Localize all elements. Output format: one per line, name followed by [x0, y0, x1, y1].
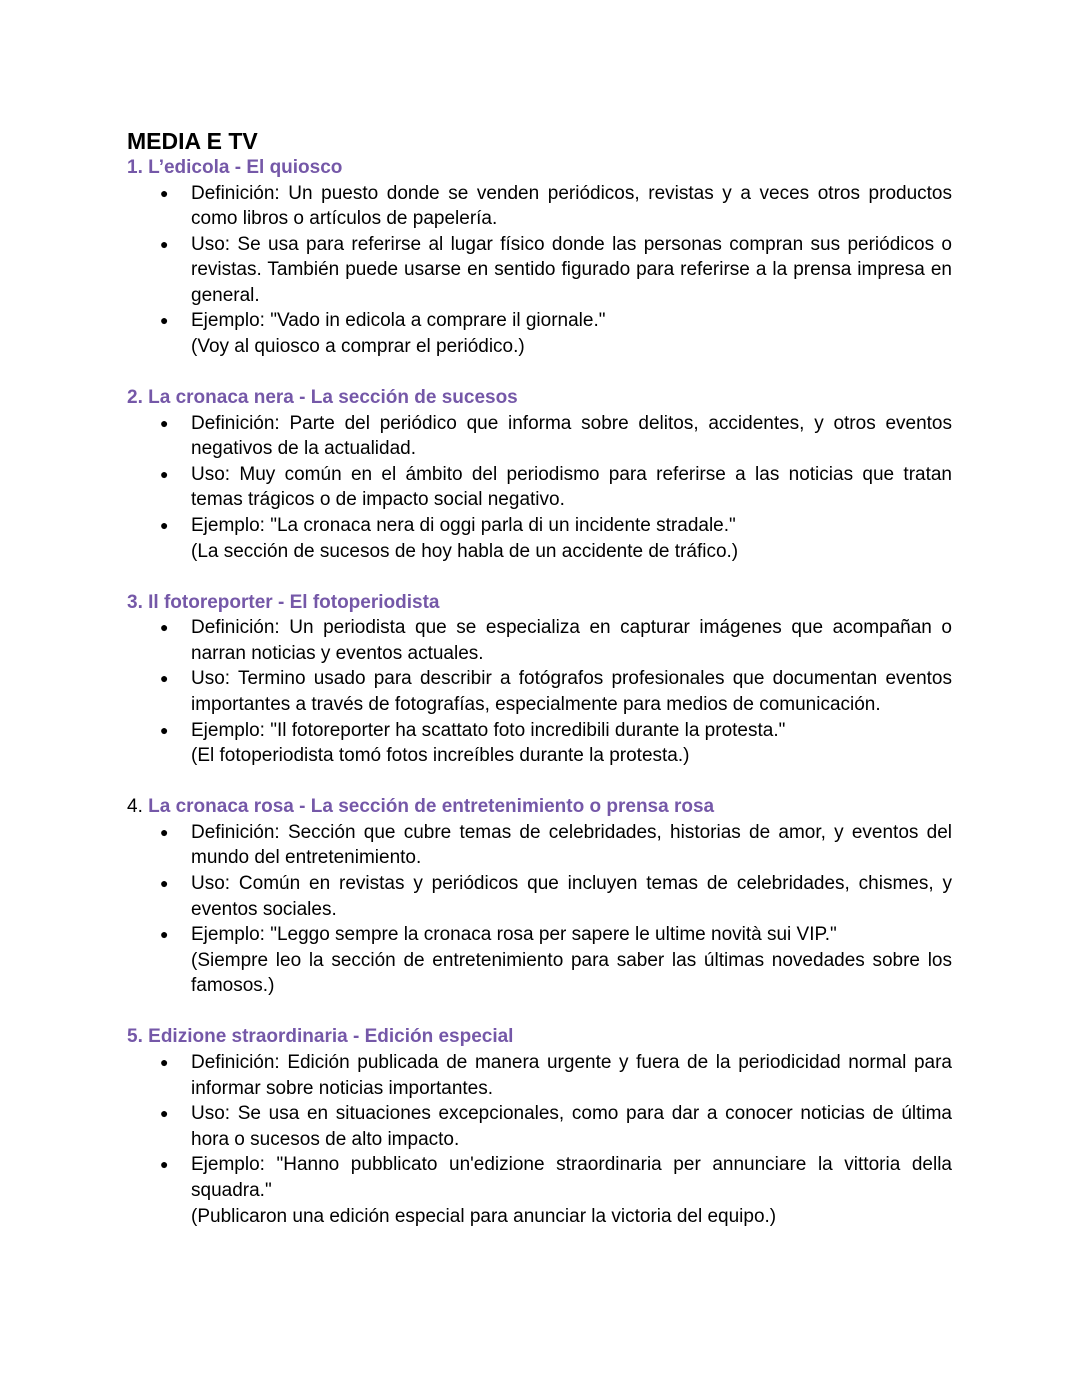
bullet-list	[127, 615, 952, 769]
example-text: Ejemplo: "Hanno pubblicato un'edizione straordinaria per annunciare la vittoria della squadra."	[191, 1154, 952, 1201]
section-title: Edizione straordinaria - Edición especial	[148, 1026, 514, 1048]
bullet-icon: ●	[160, 823, 169, 840]
example-item	[127, 513, 952, 564]
usage-text: Uso: Se usa para referirse al lugar físico donde las personas compran sus periódicos o revistas. También puede usarse en sentido figurado para referirse a la prensa impresa en general.	[191, 233, 952, 306]
definition-text: Definición: Un periodista que se especializa en capturar imágenes que acompañan o narran noticias y eventos actuales.	[191, 617, 952, 664]
bullet-list	[127, 820, 952, 999]
example-item	[127, 1152, 952, 1229]
example-text: Ejemplo: "Il fotoreporter ha scattato foto incredibili durante la protesta."	[191, 719, 786, 741]
section-1	[127, 155, 952, 360]
definition-text: Definición: Un puesto donde se venden periódicos, revistas y a veces otros productos como libros o artículos de papelería.	[191, 182, 952, 230]
example-item	[127, 308, 952, 359]
example-item	[127, 922, 952, 999]
section-heading	[127, 590, 952, 616]
definition-item	[127, 1050, 952, 1101]
translation-text: (Publicaron una edición especial para anunciar la victoria del equipo.)	[191, 1205, 777, 1227]
translation-text: (El fotoperiodista tomó fotos increíbles durante la protesta.)	[191, 745, 690, 767]
example-item	[127, 718, 952, 769]
usage-text: Uso: Se usa en situaciones excepcionales, como para dar a conocer noticias de última hora o sucesos de alto impacto.	[191, 1103, 952, 1150]
usage-text: Uso: Común en revistas y periódicos que incluyen temas de celebridades, chismes, y eventos sociales.	[191, 872, 952, 920]
section-heading	[127, 1024, 952, 1050]
bullet-icon: ●	[160, 414, 169, 431]
section-4	[127, 794, 952, 999]
usage-item	[127, 462, 952, 513]
definition-item	[127, 411, 952, 462]
translation-text: (Siempre leo la sección de entretenimiento para saber las últimas novedades sobre los famosos.)	[191, 949, 952, 997]
bullet-icon: ●	[160, 926, 169, 943]
bullet-icon: ●	[160, 670, 169, 687]
section-title: L’edicola - El quiosco	[148, 157, 343, 178]
section-title: La cronaca rosa - La sección de entretenimiento o prensa rosa	[148, 796, 715, 818]
bullet-icon: ●	[160, 235, 169, 252]
bullet-icon: ●	[160, 312, 169, 329]
bullet-icon: ●	[160, 184, 169, 201]
bullet-icon: ●	[160, 517, 169, 534]
section-heading	[127, 385, 952, 411]
bullet-list	[127, 1050, 952, 1229]
definition-item	[127, 615, 952, 666]
section-5	[127, 1024, 952, 1229]
usage-item	[127, 232, 952, 309]
bullet-list	[127, 411, 952, 565]
section-number: 1.	[127, 157, 143, 178]
usage-item	[127, 666, 952, 717]
section-heading	[127, 794, 952, 820]
document-page	[127, 127, 952, 1229]
bullet-icon: ●	[160, 874, 169, 891]
usage-item	[127, 1101, 952, 1152]
bullet-icon: ●	[160, 1053, 169, 1070]
section-number: 2.	[127, 387, 143, 409]
section-number: 3.	[127, 591, 143, 613]
usage-text: Uso: Muy común en el ámbito del periodismo para referirse a las noticias que tratan temas trágicos o de impacto social negativo.	[191, 463, 952, 511]
section-2	[127, 385, 952, 564]
definition-text: Definición: Parte del periódico que informa sobre delitos, accidentes, y otros eventos negativos de la actualidad.	[191, 412, 952, 460]
bullet-icon: ●	[160, 465, 169, 482]
bullet-icon: ●	[160, 1105, 169, 1122]
section-3	[127, 590, 952, 769]
section-heading	[127, 155, 952, 181]
definition-item	[127, 820, 952, 871]
bullet-list	[127, 181, 952, 360]
definition-text: Definición: Sección que cubre temas de celebridades, historias de amor, y eventos del mundo del entretenimiento.	[191, 821, 952, 869]
bullet-icon: ●	[160, 619, 169, 636]
example-text: Ejemplo: "Leggo sempre la cronaca rosa per sapere le ultime novità sui VIP."	[191, 924, 837, 946]
example-text: Ejemplo: "Vado in edicola a comprare il giornale."	[191, 310, 606, 332]
bullet-icon: ●	[160, 721, 169, 738]
usage-item	[127, 871, 952, 922]
definition-text: Definición: Edición publicada de manera urgente y fuera de la periodicidad normal para informar sobre noticias importantes.	[191, 1051, 952, 1099]
section-number: 5.	[127, 1026, 143, 1048]
section-number: 4.	[127, 796, 143, 818]
usage-text: Uso: Termino usado para describir a fotógrafos profesionales que documentan eventos importantes a través de fotografías, especialmente para medios de comunicación.	[191, 668, 952, 715]
definition-item	[127, 181, 952, 232]
section-title: Il fotoreporter - El fotoperiodista	[148, 591, 440, 613]
translation-text: (La sección de sucesos de hoy habla de un accidente de tráfico.)	[191, 540, 739, 562]
section-title: La cronaca nera - La sección de sucesos	[148, 387, 518, 409]
translation-text: (Voy al quiosco a comprar el periódico.)	[191, 336, 525, 358]
example-text: Ejemplo: "La cronaca nera di oggi parla di un incidente stradale."	[191, 515, 736, 537]
bullet-icon: ●	[160, 1156, 169, 1173]
document-title: MEDIA E TV	[127, 128, 258, 154]
